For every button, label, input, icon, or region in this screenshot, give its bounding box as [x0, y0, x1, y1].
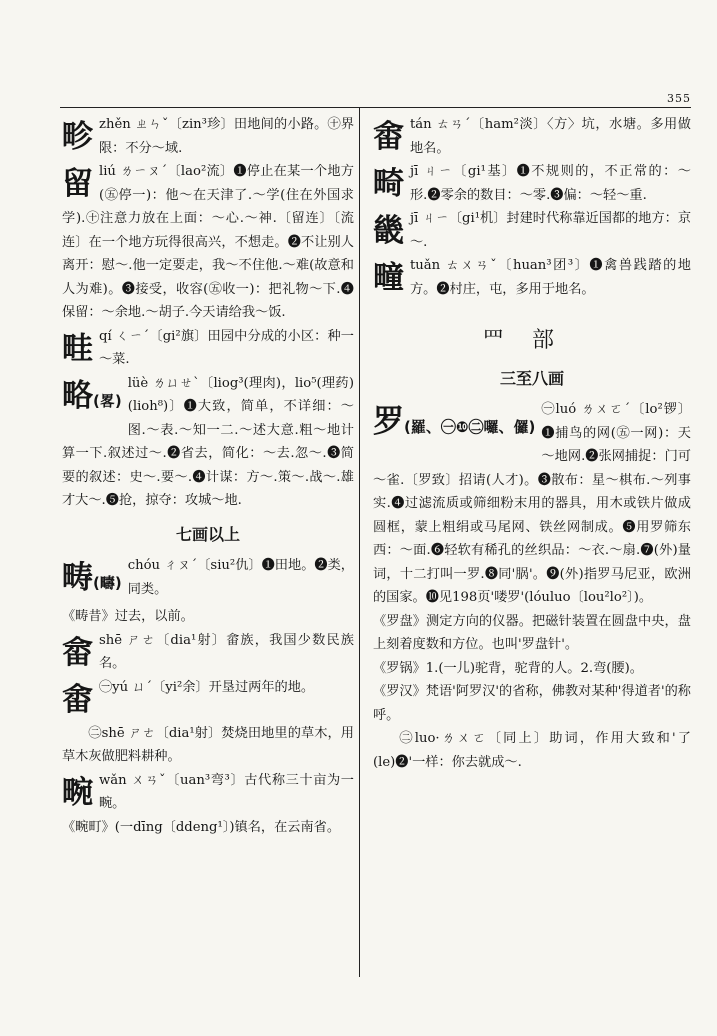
- section-heading: 三至八画: [499, 368, 564, 388]
- compound-entry: 《罗盘》测定方向的仪器。把磁针装置在圆盘中央，盘上刻着度数和方位。也叫'罗盘针'。: [373, 613, 691, 652]
- entry-she: [62, 629, 354, 676]
- section-heading: 七画以上: [175, 524, 240, 544]
- page-number: 355: [667, 92, 691, 105]
- definition: ㊀luó ㄌㄨㄛˊ〔lo²锣〕❶捕鸟的网(㊄一网)：天～地网.❷张网捕捉：门可～雀.〔罗致〕招请(人才)。❸散布：星～棋布.～列事实.❹过滤流质或筛细粉末用的器具，用木或铁片做成圆框，蒙上粗绢或马尾网、铁丝网制成。❺用罗筛东西：～面.❻轻软有稀孔的丝织品：～衣.～扇.❼(外)量词，十二打叫一罗.❽同'脶'。❾(外)指罗马尼亚，欧洲的国家。❿见198页'喽罗'(lóuluo〔lou²lo²〕)。: [373, 402, 691, 605]
- compound-entry: 《畹町》(一dīng〔ddeng¹〕)镇名，在云南省。: [62, 819, 341, 835]
- definition: liú ㄌㄧㄡˊ〔lao²流〕❶停止在某一个地方(㊄停一)：他～在天津了.～学(住在外国求学).㊉注意力放在上面：～心.～神.〔留连〕〔流连〕在一个地方玩得很高兴，不想走。❷不让别人离开：慰～.他一定要走，我～不住他.～难(故意和人为难)。❸接受，收容(㊄收一)：把礼物～下.❹保留：～余地.～胡子.今天请给我～饭.: [62, 164, 354, 320]
- definition: zhěn ㄓㄣˇ〔zin³珍〕田地间的小路。㊉界限：不分～域.: [99, 117, 354, 156]
- definition: ㊀yú ㄩˊ〔yi²余〕开垦过两年的地。: [99, 679, 315, 695]
- radical-heading: 罒部: [481, 328, 582, 353]
- entry-liu: [62, 160, 354, 325]
- headword: 略(畧): [62, 377, 122, 414]
- compound-entry: 《畴昔》过去，以前。: [62, 609, 194, 624]
- entry-wan: [62, 769, 354, 816]
- entry-yu: [62, 676, 354, 722]
- column-divider: [359, 107, 360, 977]
- entry-tuan: [373, 254, 691, 301]
- definition: lüè ㄌㄩㄝˋ〔liog³(理肉)，lio⁵(理药)(lioh⁸)〕❶大致，简单，不详细：～图.～表.～知一二.～述大意.粗～地计算一下.叙述过～.❷省去，简化：～去.忽～.❸简要的叙述：史～.要～.❹计谋：方～.策～.战～.雄才大～.❺抢，掠夺：攻城～地.: [62, 375, 354, 508]
- headword: 畲: [62, 634, 93, 671]
- definition: tán ㄊㄢˊ〔ham²淡〕〈方〉坑，水塘。多用做地名。: [410, 117, 691, 156]
- headword: 畸: [373, 166, 404, 202]
- sub-reading: ㊁luo·ㄌㄨㄛ〔同上〕助词，作用大致和'了(le)❷'一样：你去就成～.: [373, 731, 691, 770]
- right-column: [373, 113, 691, 774]
- headword: 留: [62, 166, 93, 202]
- sub-reading: ㊁shē ㄕㄜ〔dia¹射〕焚烧田地里的草木，用草木灰做肥料耕种。: [62, 725, 354, 764]
- headword: 畴(疇): [62, 560, 122, 596]
- headword: 罗(羅、㊀❿㊁囉、儸): [373, 404, 536, 440]
- headword: 畬: [373, 119, 404, 155]
- definition: jī ㄐㄧ〔gi¹机〕封建时代称靠近国都的地方：京～.: [410, 211, 692, 250]
- entry-ji: [373, 160, 691, 207]
- top-rule: [60, 107, 691, 108]
- headword: 畹: [62, 774, 93, 811]
- headword: 疃: [373, 260, 404, 296]
- headword: 畬: [62, 681, 93, 718]
- left-column: [62, 113, 354, 839]
- definition: tuǎn ㄊㄨㄢˇ〔huan³团³〕❶禽兽践踏的地方。❷村庄，屯，多用于地名。: [410, 258, 691, 297]
- definition: jī ㄐㄧ〔gi¹基〕❶不规则的，不正常的：～形.❷零余的数目：～零.❸偏：～轻～重.: [410, 164, 691, 203]
- entry-ji2: [373, 207, 691, 254]
- definition: shē ㄕㄜ〔dia¹射〕畲族，我国少数民族名。: [99, 632, 354, 671]
- entry-zhen: [62, 113, 354, 160]
- headword: 畦: [62, 330, 93, 367]
- entry-qi: [62, 325, 354, 372]
- variant-form: (羅、㊀❿㊁囉、儸): [404, 418, 536, 436]
- variant-form: (畧): [93, 391, 122, 410]
- definition: qí ㄑㄧˊ〔gi²旗〕田园中分成的小区：种一～菜.: [99, 328, 354, 367]
- variant-form: (疇): [93, 574, 122, 592]
- entry-tan: [373, 113, 691, 160]
- entry-lue: [62, 372, 354, 513]
- compound-entry: 《罗锅》1.(一儿)驼背，驼背的人。2.弯(腰)。: [373, 660, 643, 676]
- entry-chou: [62, 554, 354, 605]
- entry-luo: [373, 398, 691, 610]
- compound-entry: 《罗汉》梵语'阿罗汉'的省称，佛教对某种'得道者'的称呼。: [373, 684, 691, 723]
- definition: wǎn ㄨㄢˇ〔uan³弯³〕古代称三十亩为一畹。: [99, 772, 354, 811]
- headword: 畛: [62, 119, 93, 155]
- headword: 畿: [373, 213, 404, 249]
- definition: chóu ㄔㄡˊ〔siu²仇〕❶田地。❷类，同类。: [127, 558, 354, 597]
